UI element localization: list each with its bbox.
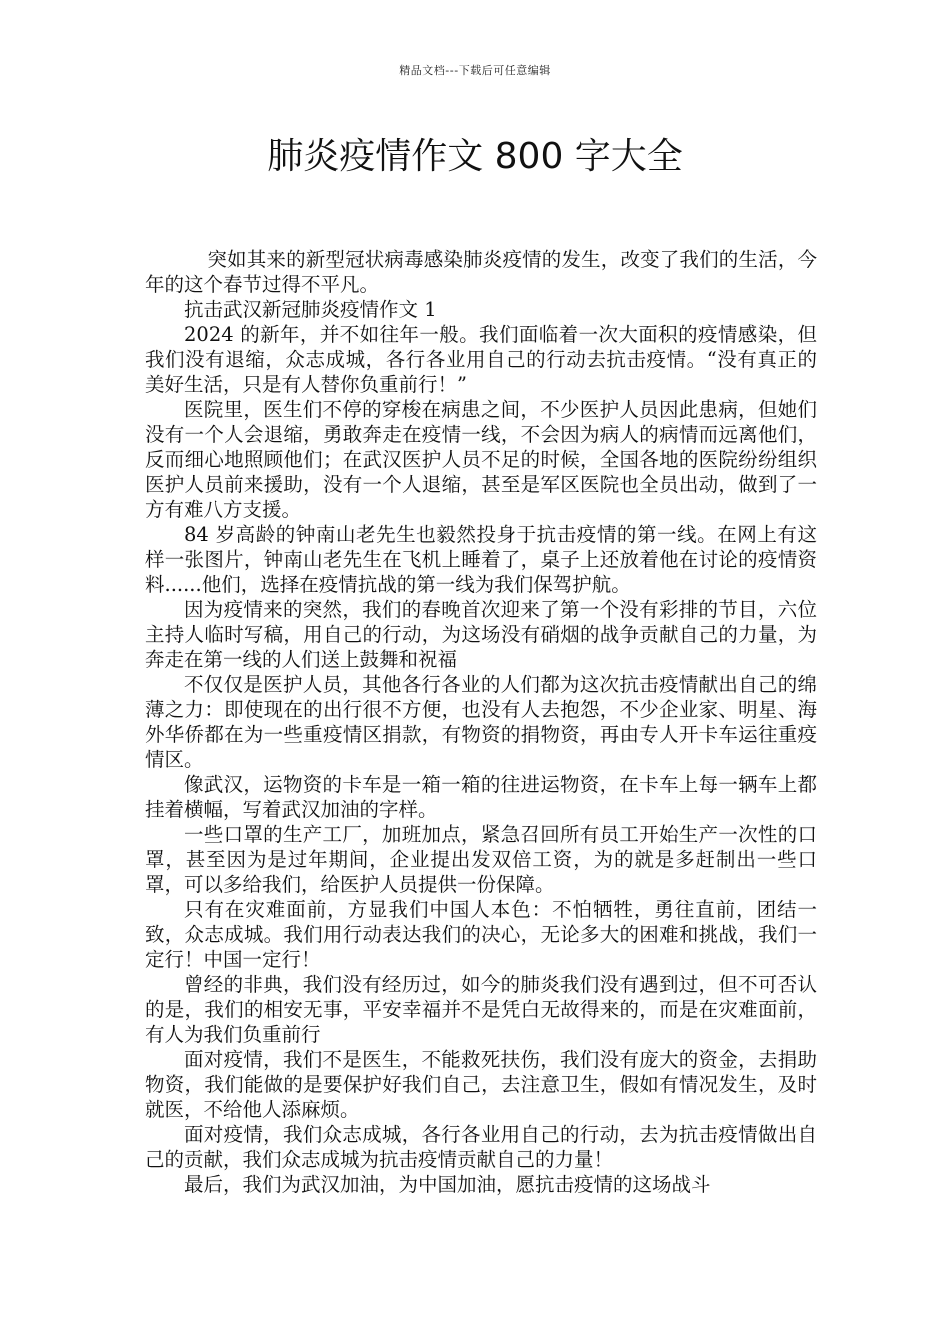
- paragraph: 只有在灾难面前，方显我们中国人本色：不怕牺牲，勇往直前，团结一致，众志成城。我们用行动表达我们的决心，无论多大的困难和挑战，我们一定行！中国一定行！: [145, 898, 817, 971]
- paragraph: 2024 的新年，并不如往年一般。我们面临着一次大面积的疫情感染，但我们没有退缩，众志成城，各行各业用自己的行动去抗击疫情。“没有真正的美好生活，只是有人替你负重前行！”: [145, 323, 817, 396]
- paragraph-final: 最后，我们为武汉加油，为中国加油，愿抗击疫情的这场战斗: [184, 1173, 711, 1196]
- paragraph: 像武汉，运物资的卡车是一箱一箱的往进运物资，在卡车上每一辆车上都挂着横幅，写着武汉加油的字样。: [145, 773, 817, 821]
- paragraph-intro: 突如其来的新型冠状病毒感染肺炎疫情的发生，改变了我们的生活，今年的这个春节过得不平凡。: [145, 248, 817, 296]
- paragraph: 因为疫情来的突然，我们的春晚首次迎来了第一个没有彩排的节目，六位主持人临时写稿，用自己的行动，为这场没有硝烟的战争贡献自己的力量，为奔走在第一线的人们送上鼓舞和祝福: [145, 598, 817, 671]
- paragraph: 面对疫情，我们不是医生，不能救死扶伤，我们没有庞大的资金，去捐助物资，我们能做的是要保护好我们自己，去注意卫生，假如有情况发生，及时就医，不给他人添麻烦。: [145, 1048, 817, 1121]
- header-note: 精品文档---下载后可任意编辑: [399, 64, 551, 77]
- paragraph: 曾经的非典，我们没有经历过，如今的肺炎我们没有遇到过，但不可否认的是，我们的相安无事，平安幸福并不是凭白无故得来的，而是在灾难面前，有人为我们负重前行: [145, 973, 817, 1046]
- paragraph: 不仅仅是医护人员，其他各行各业的人们都为这次抗击疫情献出自己的绵薄之力：即使现在的出行很不方便，也没有人去抱怨，不少企业家、明星、海外华侨都在为一些重疫情区捐款，有物资的捐物资，再由专人开卡车运往重疫情区。: [145, 673, 817, 771]
- paragraph: 一些口罩的生产工厂，加班加点，紧急召回所有员工开始生产一次性的口罩，甚至因为是过年期间，企业提出发双倍工资，为的就是多赶制出一些口罩，可以多给我们，给医护人员提供一份保障。: [145, 823, 817, 896]
- document-body: [145, 247, 817, 1197]
- document-title: 肺炎疫情作文 800 字大全: [267, 136, 683, 177]
- paragraph: 84 岁高龄的钟南山老先生也毅然投身于抗击疫情的第一线。在网上有这样一张图片，钟南山老先生在飞机上睡着了，桌子上还放着他在讨论的疫情资料......他们，选择在疫情抗战的第一线为我们保驾护航。: [145, 523, 817, 596]
- paragraph-subtitle: 抗击武汉新冠肺炎疫情作文 1: [184, 298, 437, 321]
- paragraph: 面对疫情，我们众志成城，各行各业用自己的行动，去为抗击疫情做出自己的贡献，我们众志成城为抗击疫情贡献自己的力量！: [145, 1123, 817, 1171]
- paragraph: 医院里，医生们不停的穿梭在病患之间，不少医护人员因此患病，但她们没有一个人会退缩，勇敢奔走在疫情一线，不会因为病人的病情而远离他们，反而细心地照顾他们；在武汉医护人员不足的时候，全国各地的医院纷纷组织医护人员前来援助，没有一个人退缩，甚至是军区医院也全员出动，做到了一方有难八方支援。: [145, 398, 817, 521]
